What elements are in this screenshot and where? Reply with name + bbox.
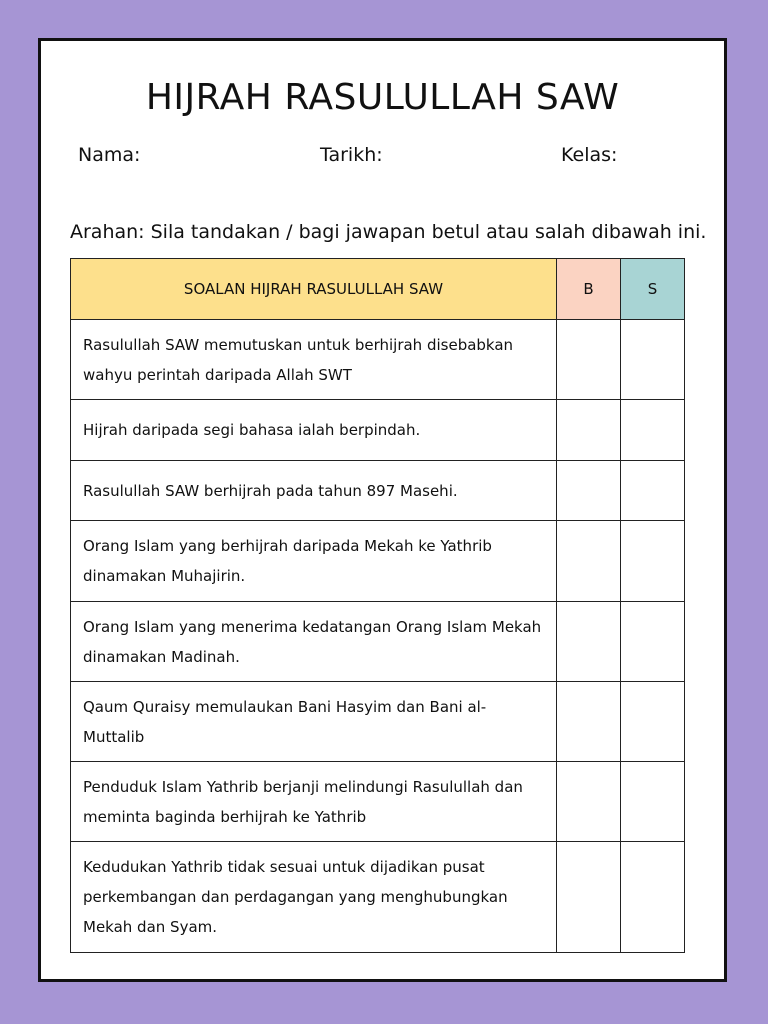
table-header-row bbox=[71, 259, 685, 320]
question-text: Rasulullah SAW memutuskan untuk berhijrah disebabkan wahyu perintah daripada Allah SWT bbox=[71, 320, 557, 400]
table-row bbox=[71, 461, 685, 521]
worksheet bbox=[38, 38, 727, 982]
date-field-label: Tarikh: bbox=[320, 144, 383, 166]
question-text: Rasulullah SAW berhijrah pada tahun 897 Masehi. bbox=[71, 461, 557, 521]
answer-box-b[interactable] bbox=[557, 461, 621, 521]
answer-box-b[interactable] bbox=[557, 521, 621, 602]
answer-box-b[interactable] bbox=[557, 602, 621, 682]
table-row bbox=[71, 521, 685, 602]
answer-box-s[interactable] bbox=[621, 400, 685, 461]
table-row bbox=[71, 842, 685, 953]
question-text: Penduduk Islam Yathrib berjanji melindungi Rasulullah dan meminta baginda berhijrah ke Yathrib bbox=[71, 762, 557, 842]
question-text: Orang Islam yang berhijrah daripada Mekah ke Yathrib dinamakan Muhajirin. bbox=[71, 521, 557, 602]
question-text: Qaum Quraisy memulaukan Bani Hasyim dan Bani al-Muttalib bbox=[71, 682, 557, 762]
class-field-label: Kelas: bbox=[561, 144, 618, 166]
table-row bbox=[71, 762, 685, 842]
question-text: Orang Islam yang menerima kedatangan Orang Islam Mekah dinamakan Madinah. bbox=[71, 602, 557, 682]
table-row bbox=[71, 320, 685, 400]
answer-box-b[interactable] bbox=[557, 762, 621, 842]
answer-box-s[interactable] bbox=[621, 521, 685, 602]
answer-box-s[interactable] bbox=[621, 602, 685, 682]
name-field-label: Nama: bbox=[78, 144, 141, 166]
answer-box-b[interactable] bbox=[557, 842, 621, 953]
instruction-text: Arahan: Sila tandakan / bagi jawapan betul atau salah dibawah ini. bbox=[70, 221, 707, 243]
question-text: Kedudukan Yathrib tidak sesuai untuk dijadikan pusat perkembangan dan perdagangan yang menghubungkan Mekah dan Syam. bbox=[71, 842, 557, 953]
student-info-row bbox=[41, 144, 724, 172]
answer-box-b[interactable] bbox=[557, 320, 621, 400]
table-row bbox=[71, 400, 685, 461]
table-row bbox=[71, 602, 685, 682]
answer-box-s[interactable] bbox=[621, 320, 685, 400]
answer-box-s[interactable] bbox=[621, 842, 685, 953]
quiz-table bbox=[70, 258, 685, 953]
header-question: SOALAN HIJRAH RASULULLAH SAW bbox=[71, 259, 557, 320]
header-betul: B bbox=[557, 259, 621, 320]
header-salah: S bbox=[621, 259, 685, 320]
table-row bbox=[71, 682, 685, 762]
answer-box-s[interactable] bbox=[621, 762, 685, 842]
answer-box-b[interactable] bbox=[557, 400, 621, 461]
answer-box-s[interactable] bbox=[621, 461, 685, 521]
answer-box-s[interactable] bbox=[621, 682, 685, 762]
answer-box-b[interactable] bbox=[557, 682, 621, 762]
question-text: Hijrah daripada segi bahasa ialah berpindah. bbox=[71, 400, 557, 461]
page-title: HIJRAH RASULULLAH SAW bbox=[145, 77, 620, 118]
